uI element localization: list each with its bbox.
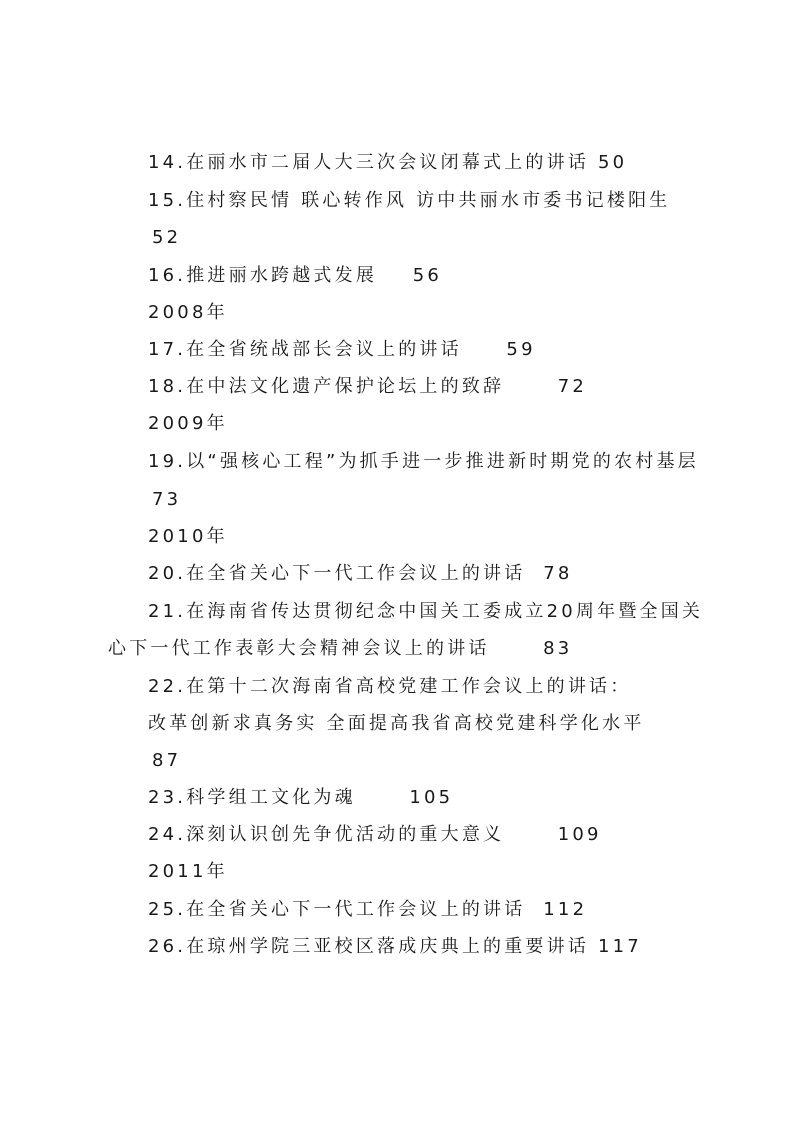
toc-entry-15: 15.住村察民情 联心转作风 访中共丽水市委书记楼阳生 <box>148 190 671 211</box>
toc-entry-24: 24.深刻认识创先争优活动的重大意义 109 <box>148 824 602 845</box>
toc-entry-19: 19.以“强核心工程”为抓手进一步推进新时期党的农村基层 <box>148 451 699 472</box>
year-heading-2011: 2011年 <box>148 861 228 882</box>
toc-entry-21: 21.在海南省传达贯彻纪念中国关工委成立20周年暨全国关 <box>148 601 704 622</box>
toc-entry-20: 20.在全省关心下一代工作会议上的讲话 78 <box>148 563 573 584</box>
toc-entry-18: 18.在中法文化遗产保护论坛上的致辞 72 <box>148 376 588 397</box>
toc-entry-14: 14.在丽水市二届人大三次会议闭幕式上的讲话 50 <box>148 152 628 173</box>
toc-entry-23: 23.科学组工文化为魂 105 <box>148 787 454 808</box>
toc-entry-21-cont: 心下一代工作表彰大会精神会议上的讲话 83 <box>108 638 573 659</box>
toc-entry-25: 25.在全省关心下一代工作会议上的讲话 112 <box>148 899 588 920</box>
toc-entry-22-subtitle: 改革创新求真务实 全面提高我省高校党建科学化水平 <box>148 713 645 734</box>
toc-entry-16: 16.推进丽水跨越式发展 56 <box>148 265 443 286</box>
toc-entry-22: 22.在第十二次海南省高校党建工作会议上的讲话： <box>148 676 632 697</box>
year-heading-2008: 2008年 <box>148 302 228 323</box>
year-heading-2009: 2009年 <box>148 413 228 434</box>
toc-entry-22-page: 87 <box>152 750 182 771</box>
toc-entry-17: 17.在全省统战部长会议上的讲话 59 <box>148 339 536 360</box>
toc-entry-19-page: 73 <box>152 489 182 510</box>
toc-entry-26: 26.在琼州学院三亚校区落成庆典上的重要讲话 117 <box>148 936 642 957</box>
year-heading-2010: 2010年 <box>148 526 228 547</box>
toc-entry-15-page: 52 <box>152 227 182 248</box>
